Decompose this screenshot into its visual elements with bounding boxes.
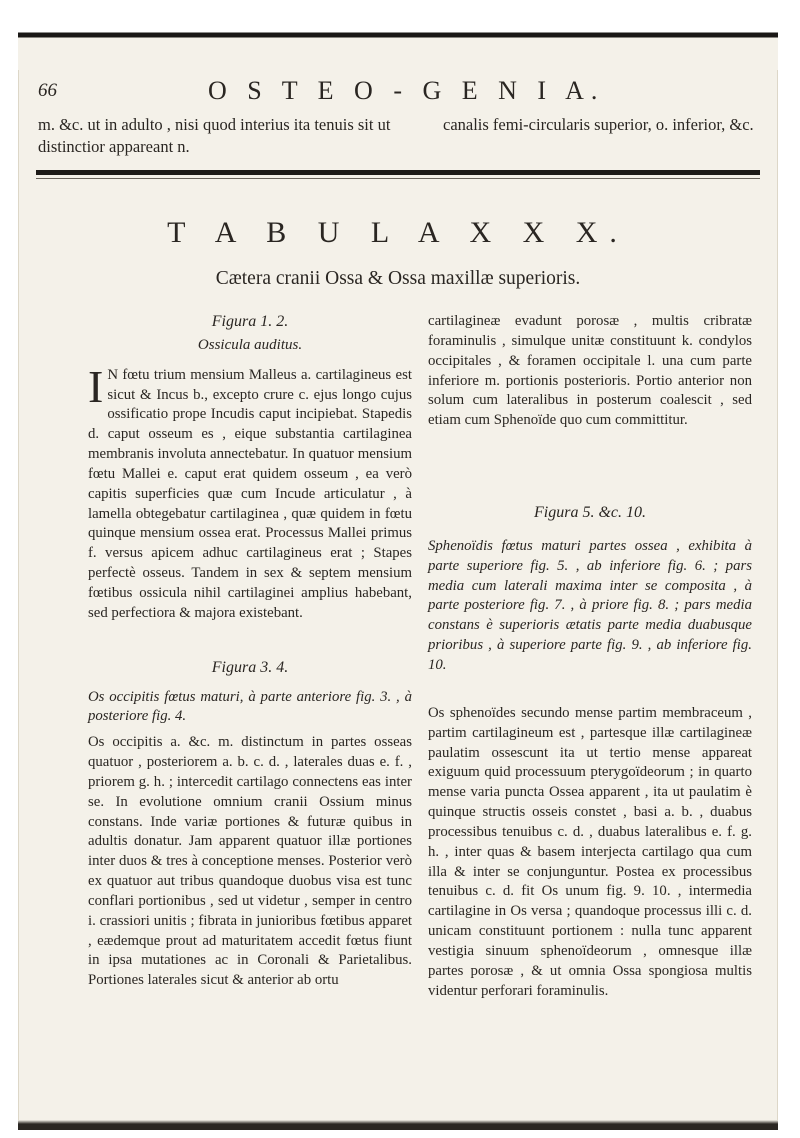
- plate-title: T A B U L A X X X.: [167, 216, 629, 249]
- figure-1-2-heading: Figura 1. 2.: [211, 313, 289, 330]
- top-text-right: canalis femi-circularis superior, o. inferior, &c.: [443, 115, 754, 134]
- right-column: [428, 312, 752, 1001]
- figure-5-10-heading: Figura 5. &c. 10.: [534, 504, 646, 522]
- figure-5-10-caption: Sphenoïdis fœtus maturi partes ossea , exhibita à parte superiore fig. 5. , ab inferiore fig. 6. ; pars media cum laterali maxima inter se composita , à parte posteriore fig. 7. , à priore fig. 8. ; pars media constans è superioris ætatis parte media duabusque prioribus , à superiore parte fig. 9. , ab inferiore fig. 10.: [428, 537, 752, 673]
- figure-5-10-text: Os sphenoïdes secundo mense partim membraceum , partim cartilagineum est , partesque illæ cartilagineæ paulatim ossescunt ita ut tertio mense appareat exiguum quid processuum pterygoïdeorum ; in quarto mense varia puncta Ossea apparent , ita ut paulatim è quinque structis osseis constet , basi a. b. , duabus processibus tenuibus c. d. , duabus lateralibus e. f. g. h. , inter quas & basem interjecta cartilago qua cum illa & inter se conjunguntur. Postea ex processibus tenuibus c. d. fit Os unum fig. 9. 10. , intermedia cartilagine in Os versa ; quandoque processus illi c. d. unicam constituunt portionem : nulla tunc apparent vestigia sinuum sphenoïdeorum , omnesque illæ partes porosæ , & ut omnia Ossa spongiosa multis videntur perforari foraminulis.: [428, 704, 752, 999]
- drop-cap: I: [88, 360, 104, 412]
- plate-subtitle: Cætera cranii Ossa & Ossa maxillæ superioris.: [215, 268, 581, 289]
- book-page: [18, 18, 778, 1130]
- figure-3-4-caption: Os occipitis fœtus maturi, à parte anteriore fig. 3. , à posteriore fig. 4.: [88, 688, 412, 725]
- figure-1-2-text: [88, 360, 412, 624]
- top-text-left: m. &c. ut in adulto , nisi quod interius ita tenuis sit ut distinctior appareant n.: [38, 115, 391, 156]
- section-rule-thin: [36, 178, 760, 179]
- left-column: [88, 312, 412, 991]
- bottom-edge-band: [18, 1120, 778, 1130]
- figure-1-2-body: N fœtu trium mensium Malleus a. cartilagineus est sicut & Incus b., excepto crure c. ejus longo cujus ossificatio prope Incudis caput incipiebat. Stapedis d. caput osseum es , eique substantia cartilaginea membranis involuta annectebatur. In quatuor mensium fœtu Mallei e. caput erat quidem osseum , ea verò capitis superficies quæ cum Incude articulatur , à lamella obtegebatur cartilaginea , quæ quidem in fœtu quinque mensium ossea erat. Processus Mallei primus f. versus apicem adhuc cartilagineus erat ; Stapes perfectè osseus. Tandem in sex & septem mensium fœtibus ossicula nihil cartilaginei amplius habebant, sed perfectiora & majora existebant.: [88, 366, 412, 621]
- running-title: O S T E O - G E N I A.: [208, 76, 605, 105]
- page-number: 66: [38, 80, 57, 101]
- continued-text: cartilagineæ evadunt porosæ , multis cribratæ foraminulis , simulque unitæ constituunt k. condylos occipitales , & foramen occipitale l. una cum parte inferiore m. portionis posterioris. Portio anterior non solum cum lateralibus in posterum coalescit , sed etiam cum Sphenoïde quo cum committitur.: [428, 313, 752, 429]
- figure-3-4-heading: Figura 3. 4.: [211, 658, 289, 676]
- figure-1-2-subheading: Ossicula auditus.: [197, 336, 303, 353]
- section-rule: [36, 170, 760, 175]
- top-edge-band: [18, 18, 778, 70]
- figure-3-4-text: Os occipitis a. &c. m. distinctum in partes osseas quatuor , posteriorem a. b. c. d. , laterales duas e. f. , priorem g. h. ; intercedit cartilago connectens eas inter se. In evolutione omnium cranii Ossium minus constans. Inde variæ portiones & futuræ quibus in adultis donatur. Jam apparent quatuor illæ portiones inter duos & tres à conceptione menses. Posterior verò ex quatuor aut tribus quandoque duobus visa est tunc conflari portionibus , sed ut videtur , semper in centro i. crassiori unitis ; fibrata in junioribus fœtibus apparet , eædemque prout ad maturitatem accedit fœtus fiunt in ipsa mutationes ac in Coronali & Parietalibus. Portiones laterales sicut & anterior ab ortu: [88, 734, 412, 989]
